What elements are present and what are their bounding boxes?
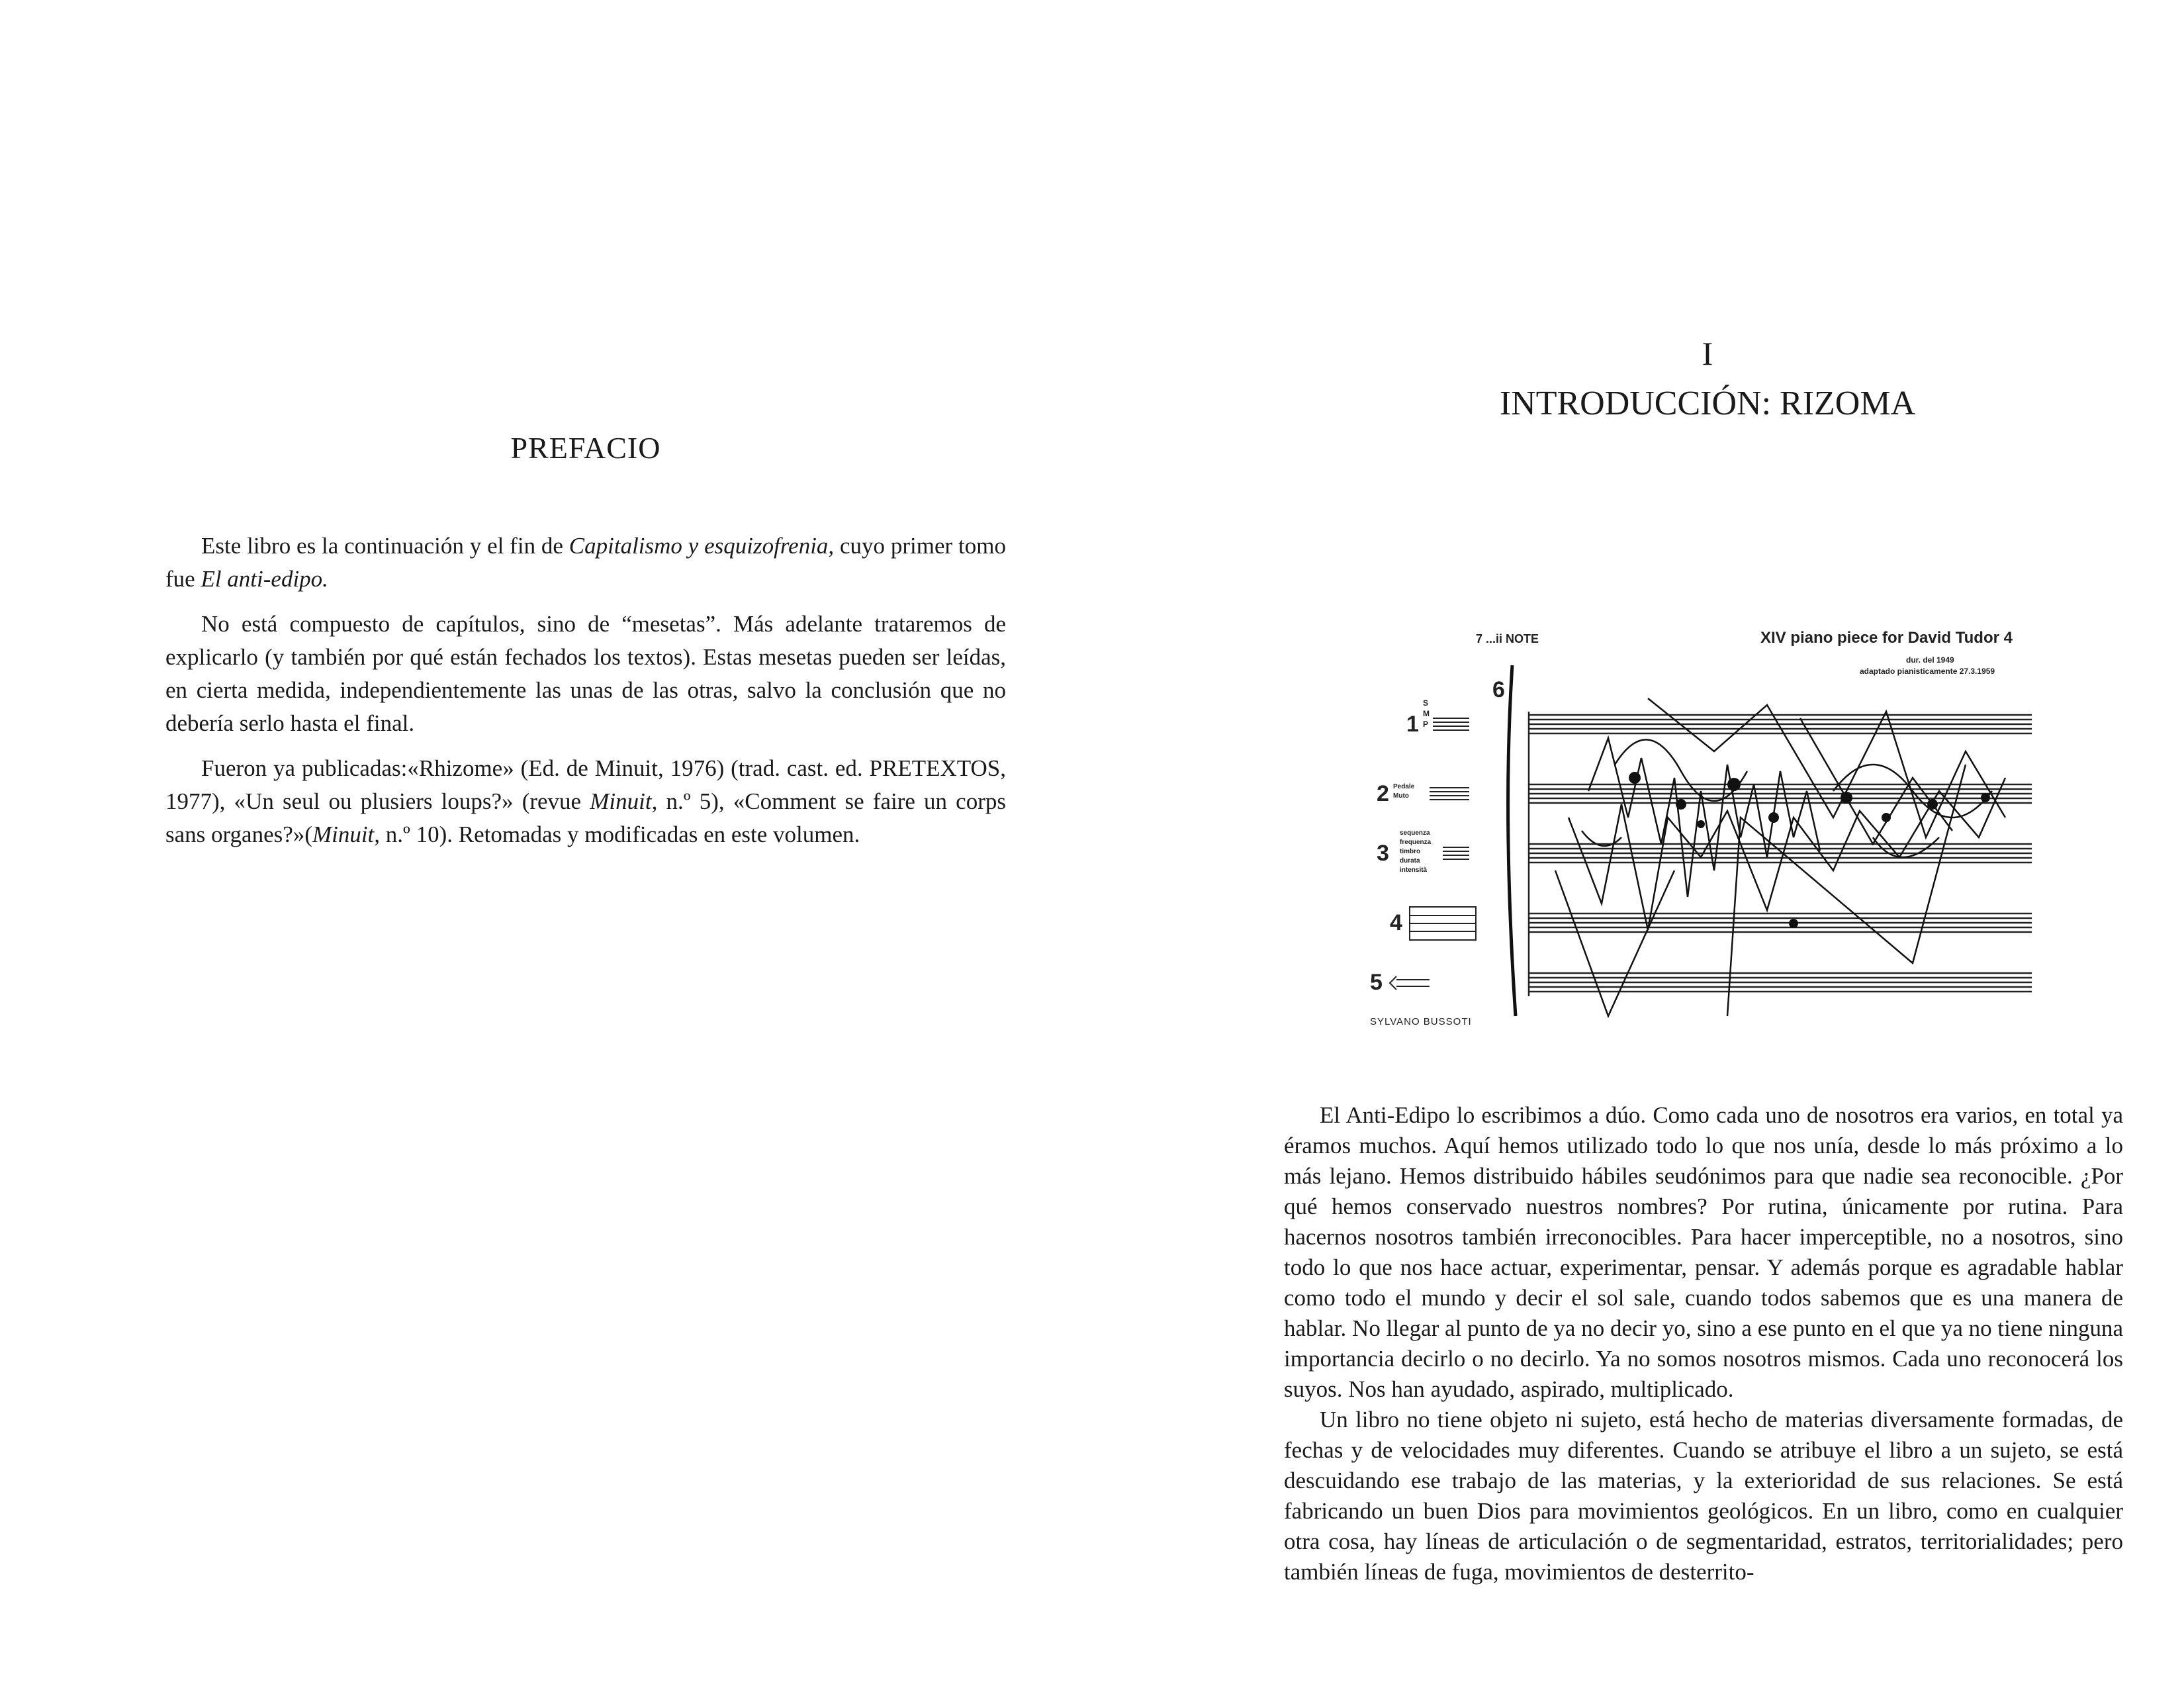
score-credit: SYLVANO BUSSOTI [1370, 1016, 1472, 1027]
chapter-number: I [1702, 335, 1713, 372]
staff-number-2: 2 [1377, 781, 1389, 806]
chapter-body [1284, 1100, 2123, 1587]
score-header-date: dur. del 1949 [1906, 655, 1954, 665]
italic-title-text: Capitalismo y esquizofrenia, [569, 533, 835, 559]
staff-number-6: 6 [1492, 677, 1505, 702]
preface-body [165, 530, 1006, 863]
paragraph-text: n.º 10). Retomadas y modificadas en este volumen. [380, 821, 860, 847]
staff-number-4: 4 [1390, 910, 1402, 935]
page-title: PREFACIO [510, 431, 661, 465]
staff3-mark-timbro: timbro [1400, 848, 1421, 855]
staff3-mark-durata: durata [1400, 857, 1420, 865]
staff3-mark-intensita: intensità [1400, 867, 1428, 874]
italic-title-text: El anti-edipo. [201, 566, 328, 592]
preface-paragraph [165, 608, 1006, 740]
score-header-left: 7 ...ii NOTE [1476, 632, 1539, 645]
italic-title-text: Minuit, [590, 788, 658, 814]
staff3-mark-frequenza: frequenza [1400, 839, 1432, 846]
italic-title-text: Minuit, [312, 821, 381, 847]
score-drawing [1370, 619, 2052, 1043]
staff-number-5: 5 [1370, 970, 1383, 995]
staff1-mark-s: S [1423, 698, 1429, 708]
paragraph-text: No está compuesto de capítulos, sino de “mesetas”. Más adelante trataremos de explicarlo (y también por qué están fechados los textos). Estas mesetas pueden ser leídas, en cierta medida, independientemente las unas de las otras, salvo la conclusión que no debería serlo hasta el final. [165, 611, 1006, 736]
score-header-adaptation: adaptado pianisticamente 27.3.1959 [1860, 667, 1995, 676]
paragraph-text: Fueron ya publicadas:«Rhizome» (Ed. de Minuit, 1976) (trad. cast. ed. PRETEXTOS, 1977), «Un seul ou plusiers loups?» (revue [165, 755, 1006, 814]
paragraph-text: cuyo primer tomo fue [165, 533, 1006, 592]
preface-paragraph [165, 752, 1006, 851]
score-header-title: XIV piano piece for David Tudor 4 [1760, 629, 2013, 647]
staff1-mark-p: P [1423, 720, 1429, 729]
chapter-paragraph: Un libro no tiene objeto ni sujeto, está hecho de materias diversamente formadas, de fechas y de velocidades muy diferentes. Cuando se atribuye el libro a un sujeto, se está descuidando ese trabajo de las materias, y la exterioridad de sus relaciones. Se está fabricando un buen Dios para movimientos geológicos. En un libro, como en cualquier otra cosa, hay líneas de articulación o de segmentaridad, estratos, territorialidades; pero también líneas de fuga, movimientos de desterrito- [1284, 1407, 2123, 1585]
staff1-mark-m: M [1423, 709, 1430, 718]
chapter-paragraph: El Anti-Edipo lo escribimos a dúo. Como cada uno de nosotros era varios, en total ya éramos muchos. Aquí hemos utilizado todo lo que nos unía, desde lo más próximo a lo más lejano. Hemos distribuido hábiles seudónimos para que nadie sea reconocible. ¿Por qué hemos conservado nuestros nombres? Por rutina, únicamente por rutina. Para hacernos nosotros también irreconocibles. Para hacer imperceptible, no a nosotros, sino todo lo que nos hace actuar, experimentar, pensar. Y además porque es agradable hablar como todo el mundo y decir el sol sale, cuando todos sabemos que es una manera de hablar. No llegar al punto de ya no decir yo, sino a ese punto en el que ya no tiene ninguna importancia decirlo o no decirlo. Ya no somos nosotros mismos. Cada uno reconocerá los suyos. Nos han ayudado, aspirado, multiplicado. [1284, 1102, 2123, 1402]
preface-paragraph [165, 530, 1006, 596]
paragraph-text: Este libro es la continuación y el fin de [201, 533, 569, 559]
staff2-mark-pedale: Pedale [1393, 783, 1415, 790]
staff2-mark-muto: Muto [1393, 792, 1409, 800]
staff-number-3: 3 [1377, 841, 1389, 866]
staff-number-1: 1 [1406, 712, 1419, 737]
paragraph-text: n.º 5), «Comment se faire un corps sans organes?»( [165, 788, 1006, 847]
chapter-title: INTRODUCCIÓN: RIZOMA [1499, 385, 1916, 422]
staff3-mark-sequenza: sequenza [1400, 829, 1430, 837]
music-score-figure [1370, 619, 2052, 1043]
